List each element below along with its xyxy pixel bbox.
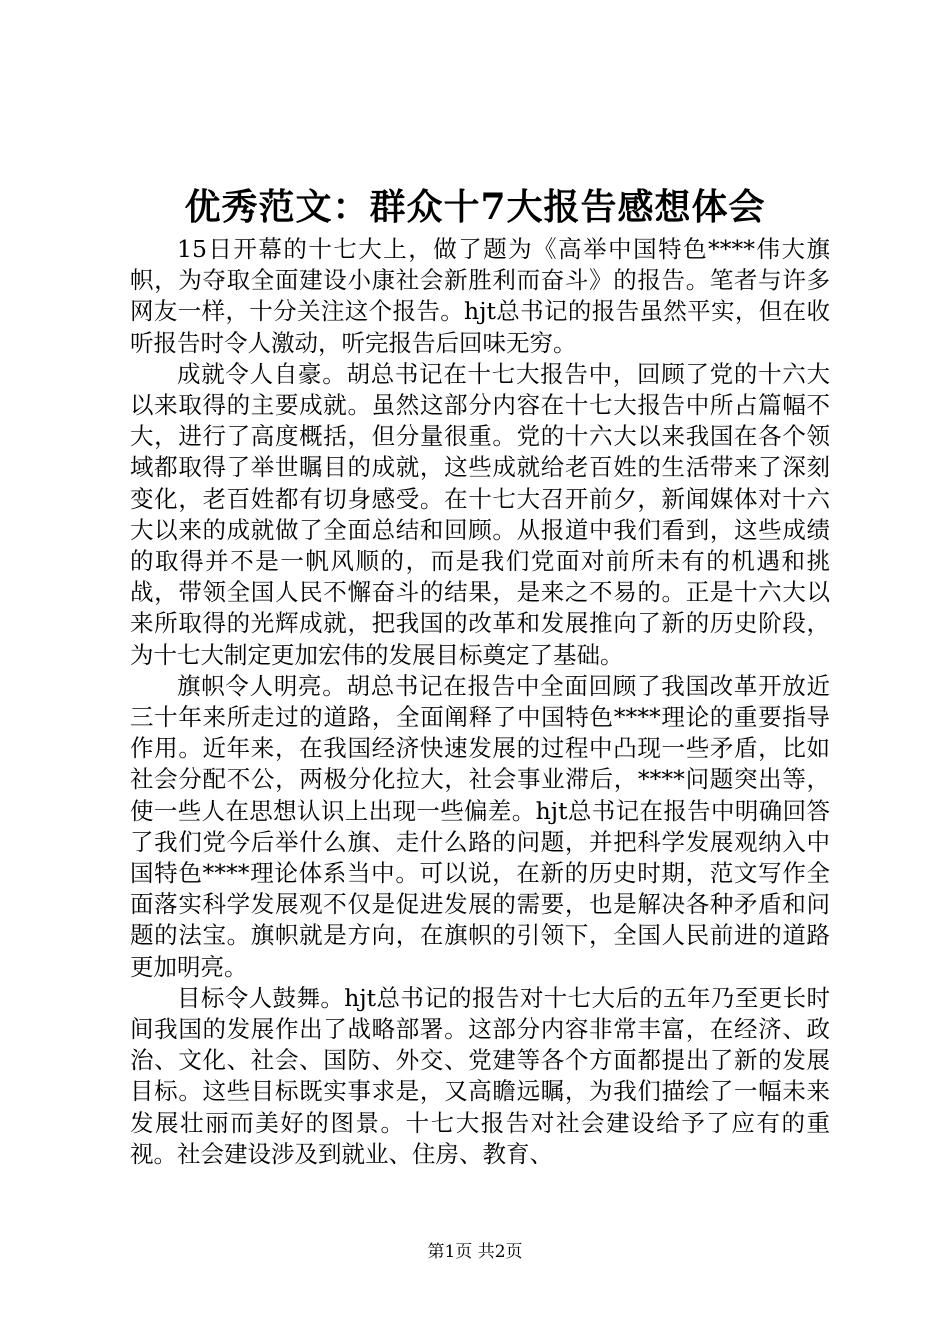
paragraph-goals: 目标令人鼓舞。hjt总书记的报告对十七大后的五年乃至更长时间我国的发展作出了战略部署。这部分内容非常丰富，在经济、政治、文化、社会、国防、外交、党建等各个方面都提出了新的发展目标。这些目标既实事求是，又高瞻远瞩，为我们描绘了一幅未来发展壮丽而美好的图景。十七大报告对社会建设给予了应有的重视。社会建设涉及到就业、住房、教育、 [130, 983, 830, 1168]
page-footer: 第1页 共2页 [427, 1242, 523, 1262]
paragraph-intro: 15日开幕的十七大上，做了题为《高举中国特色****伟大旗帜，为夺取全面建设小康社会新胜利而奋斗》的报告。笔者与许多网友一样，十分关注这个报告。hjt总书记的报告虽然平实，但在收听报告时令人激动，听完报告后回味无穷。 [130, 235, 830, 357]
document-body [130, 234, 830, 1170]
paragraph-banner: 旗帜令人明亮。胡总书记在报告中全面回顾了我国改革开放近三十年来所走过的道路，全面阐释了中国特色****理论的重要指导作用。近年来，在我国经济快速发展的过程中凸现一些矛盾，比如社会分配不公，两极分化拉大，社会事业滞后，****问题突出等，使一些人在思想认识上出现一些偏差。hjt总书记在报告中明确回答了我们党今后举什么旗、走什么路的问题，并把科学发展观纳入中国特色****理论体系当中。可以说，在新的历史时期，范文写作全面落实科学发展观不仅是促进发展的需要，也是解决各种矛盾和问题的法宝。旗帜就是方向，在旗帜的引领下，全国人民前进的道路更加明亮。 [130, 671, 830, 981]
document-title: 优秀范文：群众十7大报告感想体会 [184, 186, 766, 228]
paragraph-achievements: 成就令人自豪。胡总书记在十七大报告中，回顾了党的十六大以来取得的主要成就。虽然这部分内容在十七大报告中所占篇幅不大，进行了高度概括，但分量很重。党的十六大以来我国在各个领域都取得了举世瞩目的成就，这些成就给老百姓的生活带来了深刻变化，老百姓都有切身感受。在十七大召开前夕，新闻媒体对十六大以来的成就做了全面总结和回顾。从报道中我们看到，这些成绩的取得并不是一帆风顺的，而是我们党面对前所未有的机遇和挑战，带领全国人民不懈奋斗的结果，是来之不易的。正是十六大以来所取得的光辉成就，把我国的改革和发展推向了新的历史阶段，为十七大制定更加宏伟的发展目标奠定了基础。 [130, 359, 830, 669]
